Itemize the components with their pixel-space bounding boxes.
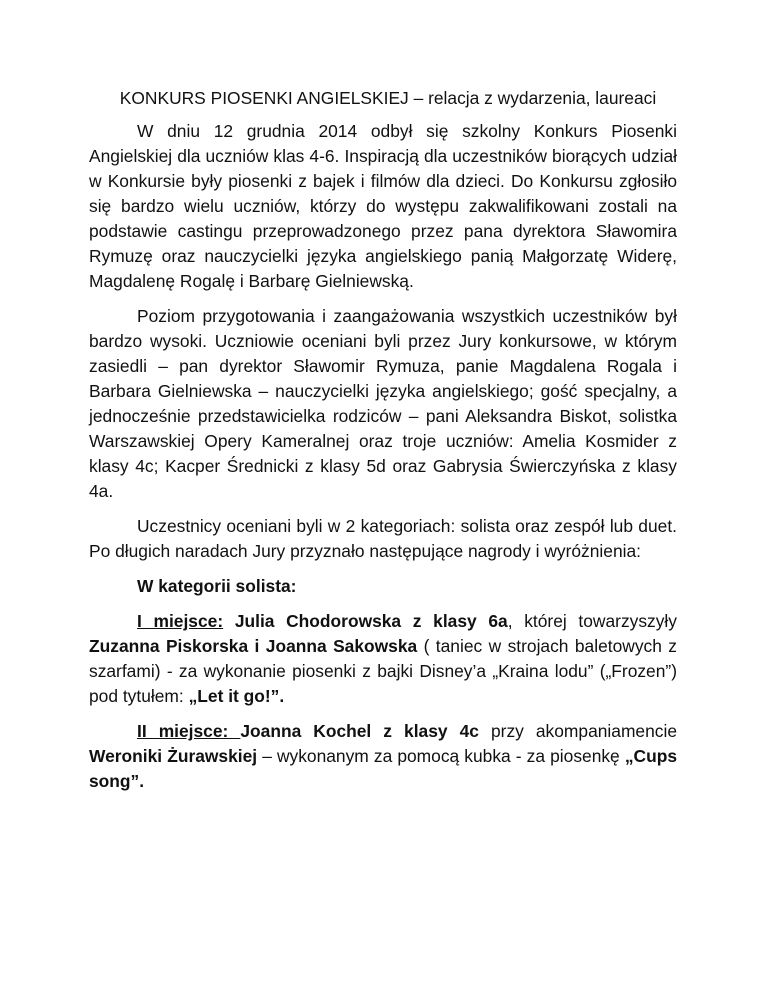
category-soloist-heading: W kategorii solista: [137,576,297,596]
first-place-entry [89,609,677,709]
second-place-text-2: – wykonanym za pomocą kubka - za piosenkę [257,746,625,766]
second-place-text-1: przy akompaniamencie [478,721,678,741]
document-title: KONKURS PIOSENKI ANGIELSKIEJ – relacja z wydarzenia, laureaci [119,88,657,108]
document-body [89,86,677,804]
second-place-entry [89,719,677,794]
first-place-label: I miejsce: [137,611,224,631]
first-place-winner: Julia Chodorowska z klasy 6a [234,611,508,631]
second-place-accompanist: Weroniki Żurawskiej [89,746,258,766]
paragraph-contest-intro: W dniu 12 grudnia 2014 odbył się szkolny Konkurs Piosenki Angielskiej dla uczniów klas 4-6. Inspiracją dla uczestników biorących udział w Konkursie były piosenki z bajek i filmów dla dzieci. Do Konkursu zgłosiło się bardzo wielu uczniów, którzy do występu zakwalifikowani zostali na podstawie castingu przeprowadzonego przez pana dyrektora Sławomira Rymuzę oraz nauczycielki języka angielskiego panią Małgorzatę Widerę, Magdalenę Rogalę i Barbarę Gielniewską. [89,121,677,291]
second-place-song: „Cups song”. [89,746,678,791]
second-place-label: II miejsce: [137,721,241,741]
first-place-song: „Let it go!”. [188,686,285,706]
paragraph-jury: Poziom przygotowania i zaangażowania wszystkich uczestników był bardzo wysoki. Uczniowie oceniani byli przez Jury konkursowe, w którym zasiedli – pan dyrektor Sławomir Rymuza, panie Magdalena Rogala i Barbara Gielniewska – nauczycielki języka angielskiego; gość specjalny, a jednocześnie przedstawicielka rodziców – pani Aleksandra Biskot, solistka Warszawskiej Opery Kameralnej oraz troje uczniów: Amelia Kosmider z klasy 4c; Kacper Średnicki z klasy 5d oraz Gabrysia Świerczyńska z klasy 4a. [89,306,677,501]
first-place-text-2: ( taniec w strojach baletowych z szarfami) - za wykonanie piosenki z bajki Disney’a „Kraina lodu” („Frozen”) pod tytułem: [89,636,677,706]
second-place-winner: Joanna Kochel z klasy 4c [240,721,479,741]
first-place-companions: Zuzanna Piskorska i Joanna Sakowska [89,636,418,656]
first-place-text-1: , której towarzyszyły [507,611,677,631]
paragraph-categories: Uczestnicy oceniani byli w 2 kategoriach: solista oraz zespół lub duet. Po długich naradach Jury przyznało następujące nagrody i wyróżnienia: [89,516,677,561]
